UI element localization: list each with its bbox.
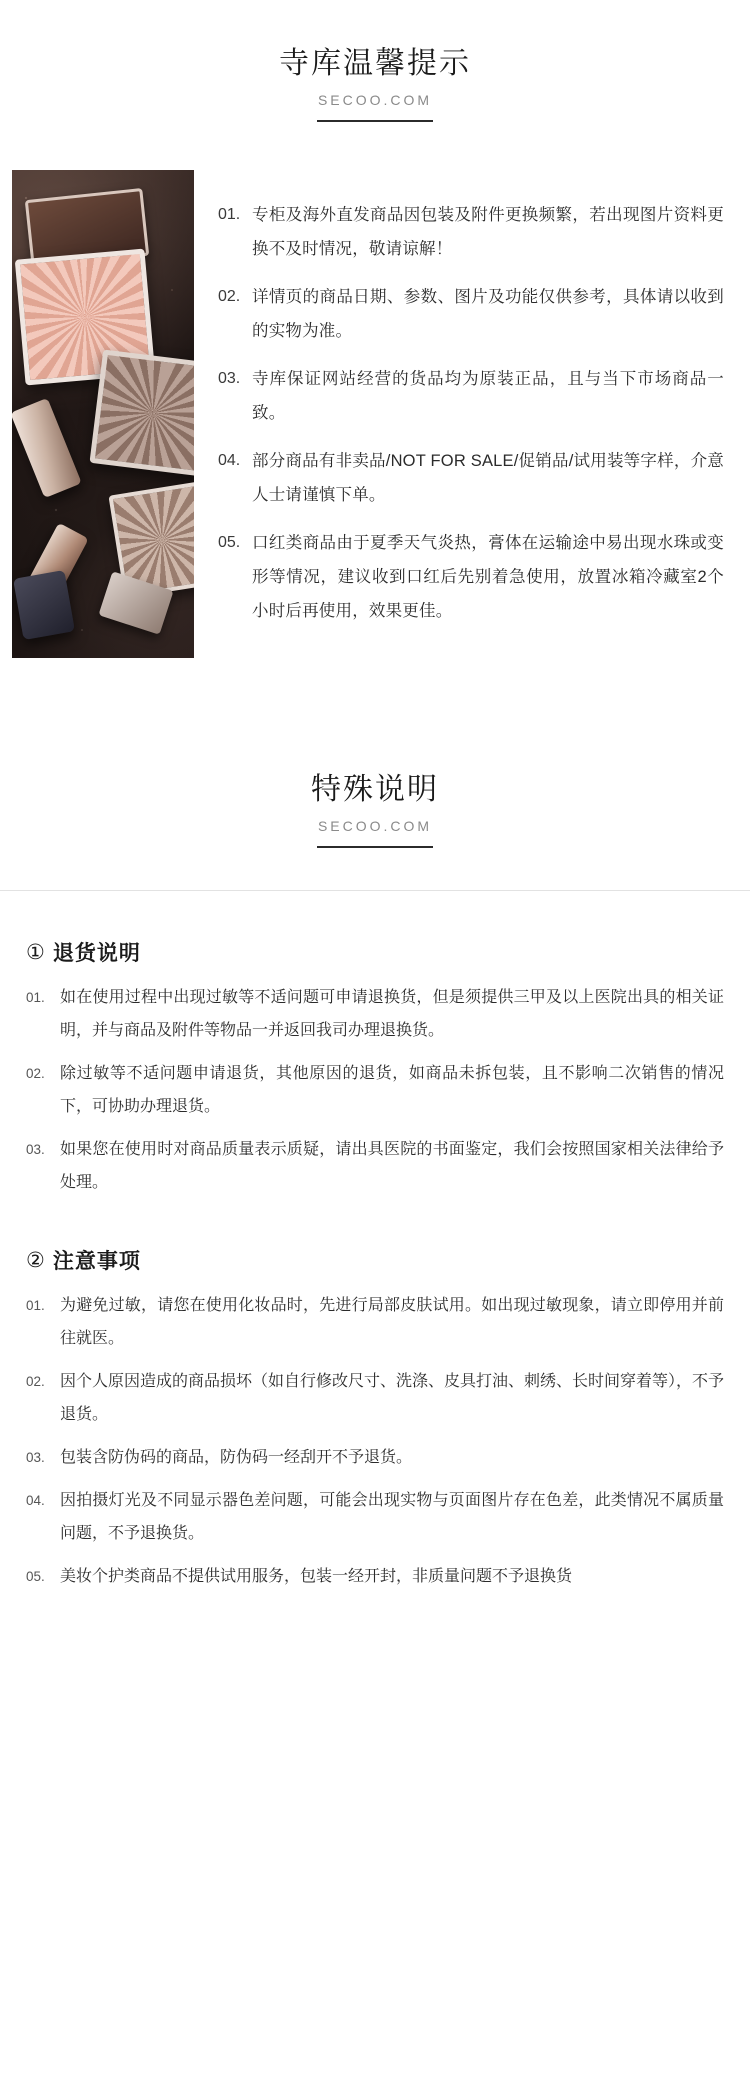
tips-subtitle: SECOO.COM xyxy=(317,92,433,108)
tip-text: 专柜及海外直发商品因包装及附件更换频繁，若出现图片资料更换不及时情况，敬请谅解！ xyxy=(252,206,724,258)
circled-one-icon: ① xyxy=(26,940,45,964)
list-item xyxy=(26,1441,724,1474)
rule-number: 01. xyxy=(26,990,45,1005)
tip-text: 寺库保证网站经营的货品均为原装正品，且与当下市场商品一致。 xyxy=(252,370,724,422)
special-subtitle: SECOO.COM xyxy=(317,818,433,834)
rule-text: 如果您在使用时对商品质量表示质疑，请出具医院的书面鉴定，我们会按照国家相关法律给予处理。 xyxy=(60,1141,724,1191)
rule-number: 01. xyxy=(26,1298,45,1313)
list-item xyxy=(26,1289,724,1355)
tip-number: 02. xyxy=(218,288,241,305)
list-item xyxy=(26,981,724,1047)
group-heading xyxy=(26,1245,724,1275)
special-title: 特殊说明 xyxy=(311,773,439,806)
precautions-group xyxy=(0,1245,750,1593)
rule-number: 03. xyxy=(26,1450,45,1465)
group-title-text: 退货说明 xyxy=(52,942,141,965)
group-heading xyxy=(26,937,724,967)
list-item xyxy=(218,198,724,266)
bottom-spacer xyxy=(0,1603,750,1663)
rule-text: 美妆个护类商品不提供试用服务，包装一经开封，非质量问题不予退换货 xyxy=(60,1568,573,1585)
tips-title-underline xyxy=(317,120,433,122)
section-divider xyxy=(0,890,750,891)
list-item xyxy=(26,1365,724,1431)
tip-number: 05. xyxy=(218,534,241,551)
nail-polish-bottle xyxy=(13,570,75,640)
rule-text: 包装含防伪码的商品，防伪码一经刮开不予退货。 xyxy=(60,1449,413,1466)
list-item xyxy=(218,362,724,430)
special-section-header xyxy=(0,726,750,848)
list-item xyxy=(26,1057,724,1123)
rule-text: 因拍摄灯光及不同显示器色差问题，可能会出现实物与页面图片存在色差，此类情况不属质量问题，不予退换货。 xyxy=(60,1492,724,1542)
tips-title: 寺库温馨提示 xyxy=(279,47,471,80)
rule-number: 02. xyxy=(26,1066,45,1081)
list-item xyxy=(26,1560,724,1593)
tips-section-header xyxy=(0,0,750,122)
tips-list xyxy=(218,170,724,642)
rule-text: 为避免过敏，请您在使用化妆品时，先进行局部皮肤试用。如出现过敏现象，请立即停用并前往就医。 xyxy=(60,1297,724,1347)
tip-number: 01. xyxy=(218,206,241,223)
tip-number: 03. xyxy=(218,370,241,387)
rule-number: 04. xyxy=(26,1493,45,1508)
group-title-text: 注意事项 xyxy=(52,1250,141,1273)
list-item xyxy=(26,1133,724,1199)
list-item xyxy=(218,526,724,628)
tip-text: 详情页的商品日期、参数、图片及功能仅供参考，具体请以收到的实物为准。 xyxy=(252,288,724,340)
rule-number: 02. xyxy=(26,1374,45,1389)
return-policy-group xyxy=(0,937,750,1199)
rule-number: 03. xyxy=(26,1142,45,1157)
eyeshadow-palette-middle xyxy=(89,349,194,476)
tip-number: 04. xyxy=(218,452,241,469)
rule-text: 除过敏等不适问题申请退货，其他原因的退货，如商品未拆包装，且不影响二次销售的情况下，可协助办理退货。 xyxy=(60,1065,724,1115)
rule-text: 因个人原因造成的商品损坏（如自行修改尺寸、洗涤、皮具打油、刺绣、长时间穿着等），不予退货。 xyxy=(60,1373,725,1423)
tip-text: 口红类商品由于夏季天气炎热，膏体在运输途中易出现水珠或变形等情况，建议收到口红后先别着急使用，放置冰箱冷藏室2个小时后再使用，效果更佳。 xyxy=(252,534,724,620)
rule-number: 05. xyxy=(26,1569,45,1584)
list-item xyxy=(218,280,724,348)
list-item xyxy=(218,444,724,512)
tip-text: 部分商品有非卖品/NOT FOR SALE/促销品/试用装等字样，介意人士请谨慎下单。 xyxy=(252,452,724,504)
circled-two-icon: ② xyxy=(26,1248,45,1272)
cosmetics-flatlay-image xyxy=(12,170,194,658)
special-title-underline xyxy=(317,846,433,848)
rule-text: 如在使用过程中出现过敏等不适问题可申请退换货，但是须提供三甲及以上医院出具的相关证明，并与商品及附件等物品一并返回我司办理退换货。 xyxy=(60,989,724,1039)
tips-block xyxy=(0,170,750,658)
list-item xyxy=(26,1484,724,1550)
